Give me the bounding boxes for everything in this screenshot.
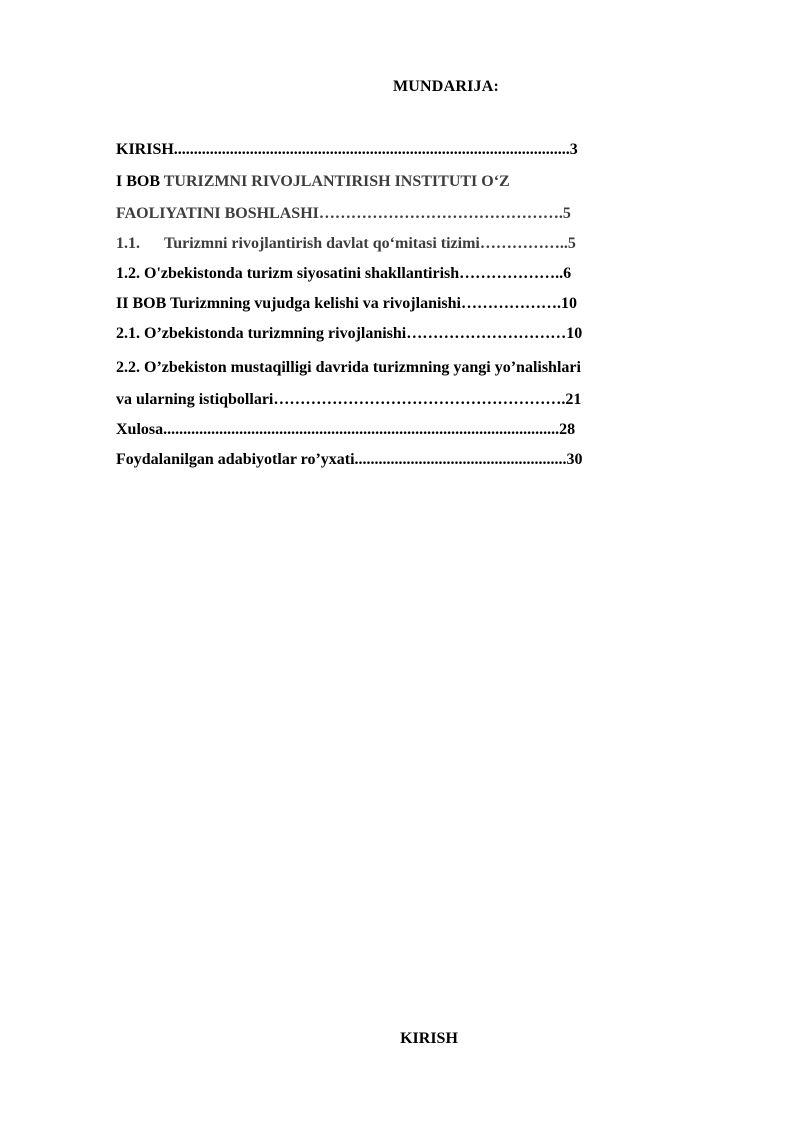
toc-entry-number: 1.1. [116,235,140,252]
section-heading-kirish: KIRISH [400,1030,458,1047]
toc-entry-text: Xulosa...................................................................................................28 [116,421,576,438]
toc-entry-text: Turizmni rivojlantirish davlat qo‘mitasi tizimi……………..5 [164,235,576,252]
toc-entry-1-2[interactable] [116,264,571,284]
toc-entry-text: Foydalanilgan adabiyotlar ro’yxati.....................................................30 [116,451,583,468]
toc-entry-kirish[interactable] [116,140,578,160]
toc-entry-text: 2.1. O’zbekistonda turizmning rivojlanishi…………………………10 [116,325,583,342]
toc-entry-2-2[interactable] [116,358,581,378]
toc-entry-2-2-continued[interactable] [116,390,581,410]
toc-entry-1-1[interactable] [116,234,576,254]
toc-entry-2-1[interactable] [116,324,582,344]
toc-entry-chapter-2[interactable] [116,294,577,314]
page-title: MUNDARIJA: [393,78,499,95]
toc-entry-text: 2.2. O’zbekiston mustaqilligi davrida turizmning yangi yo’nalishlari [116,359,581,376]
toc-entry-text: va ularning istiqbollari……………………………………………….21 [116,391,582,408]
toc-entry-text: KIRISH...................................................................................................3 [116,141,578,158]
toc-entry-bibliography[interactable] [116,450,583,470]
toc-entry-chapter-1-continued[interactable] [116,204,571,224]
toc-entry-text: FAOLIYATINI BOSHLASHI……………………………………….5 [116,205,571,222]
toc-entry-text: 1.2. O'zbekistonda turizm siyosatini shakllantirish………………..6 [116,265,572,282]
toc-entry-text: TURIZMNI RIVOJLANTIRISH INSTITUTI O‘Z [163,173,510,190]
toc-chapter-prefix: I BOB [116,173,164,190]
toc-entry-text: II BOB Turizmning vujudga kelishi va rivojlanishi……………….10 [116,295,577,312]
toc-entry-xulosa[interactable] [116,420,575,440]
toc-entry-chapter-1[interactable] [116,172,510,192]
